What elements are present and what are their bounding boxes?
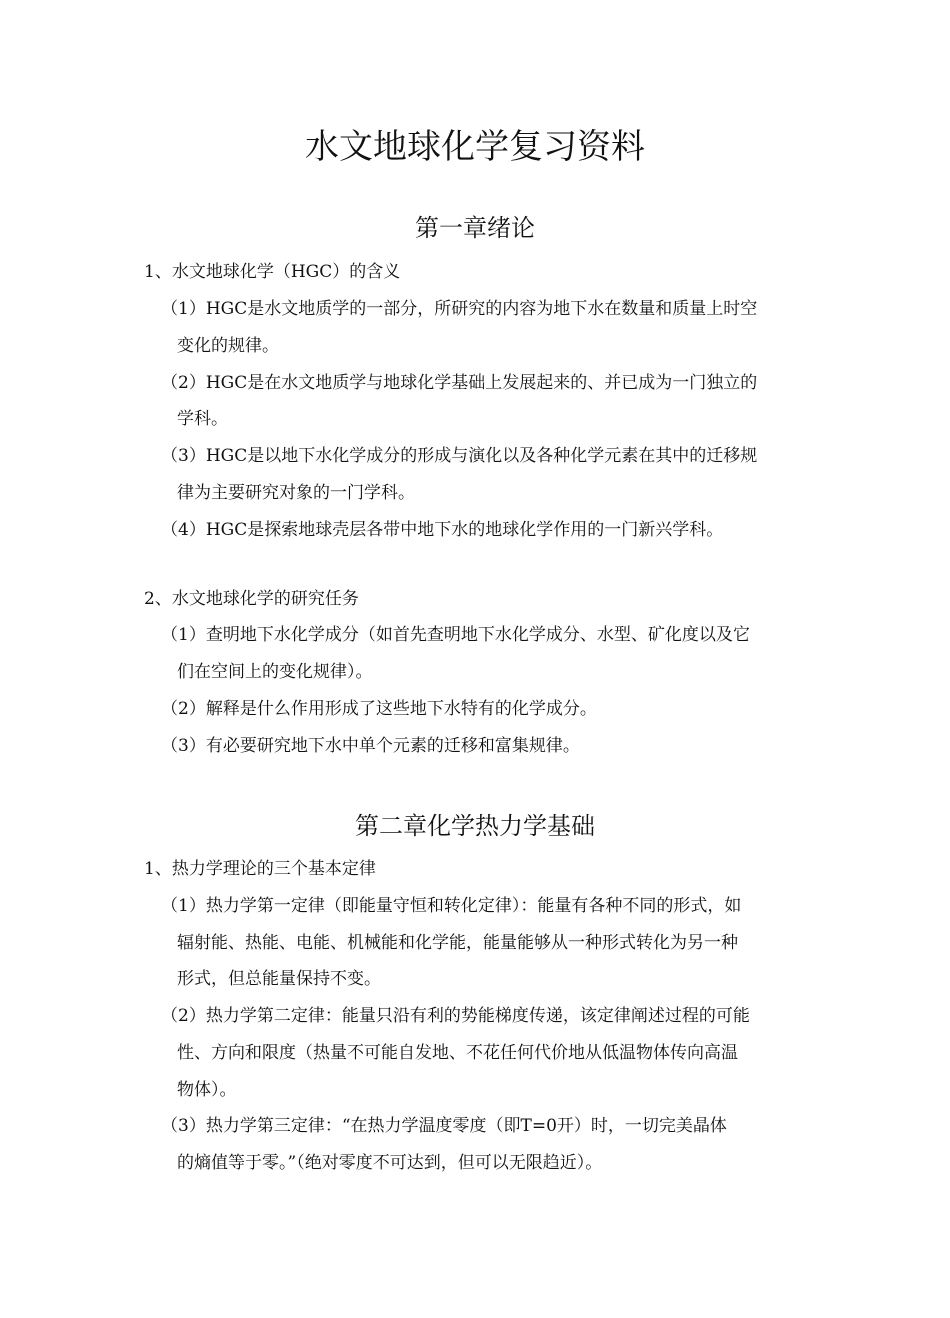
paragraph-line: 学科。 xyxy=(177,409,228,429)
paragraph-line: 性、方向和限度（热量不可能自发地、不花任何代价地从低温物体传向高温 xyxy=(177,1043,738,1063)
paragraph-line: （4）HGC是探索地球壳层各带中地下水的地球化学作用的一门新兴学科。 xyxy=(161,520,724,540)
paragraph-line: 形式，但总能量保持不变。 xyxy=(177,969,381,989)
chapter-2-heading: 第二章化学热力学基础 xyxy=(355,812,595,840)
chapter-1-section-1-heading: 1、水文地球化学（HGC）的含义 xyxy=(144,262,401,282)
paragraph-line: （3）有必要研究地下水中单个元素的迁移和富集规律。 xyxy=(161,736,580,756)
paragraph-line: 变化的规律。 xyxy=(177,336,279,356)
paragraph-line: （1）HGC是水文地质学的一部分，所研究的内容为地下水在数量和质量上时空 xyxy=(161,299,758,319)
paragraph-line: （1）热力学第一定律（即能量守恒和转化定律）：能量有各种不同的形式，如 xyxy=(161,896,742,916)
paragraph-line: 们在空间上的变化规律）。 xyxy=(177,662,373,682)
chapter-1-section-2-heading: 2、水文地球化学的研究任务 xyxy=(144,589,359,609)
paragraph-line: （2）HGC是在水文地质学与地球化学基础上发展起来的、并已成为一门独立的 xyxy=(161,373,758,393)
paragraph-line: 物体）。 xyxy=(177,1080,237,1100)
paragraph-line: 的熵值等于零。”（绝对零度不可达到，但可以无限趋近）。 xyxy=(177,1153,603,1173)
chapter-1-heading: 第一章绪论 xyxy=(415,214,535,242)
paragraph-line: （2）热力学第二定律：能量只沿有利的势能梯度传递，该定律阐述过程的可能 xyxy=(161,1006,750,1026)
paragraph-line: （3）HGC是以地下水化学成分的形成与演化以及各种化学元素在其中的迁移规 xyxy=(161,446,758,466)
paragraph-line: （2）解释是什么作用形成了这些地下水特有的化学成分。 xyxy=(161,699,597,719)
paragraph-line: 辐射能、热能、电能、机械能和化学能，能量能够从一种形式转化为另一种 xyxy=(177,933,738,953)
chapter-2-section-1-heading: 1、热力学理论的三个基本定律 xyxy=(144,859,376,879)
document-title: 水文地球化学复习资料 xyxy=(305,127,645,167)
paragraph-line: （1）查明地下水化学成分（如首先查明地下水化学成分、水型、矿化度以及它 xyxy=(161,625,750,645)
paragraph-line: 律为主要研究对象的一门学科。 xyxy=(177,483,415,503)
paragraph-line: （3）热力学第三定律：“在热力学温度零度（即T=0开）时，一切完美晶体 xyxy=(161,1116,727,1136)
